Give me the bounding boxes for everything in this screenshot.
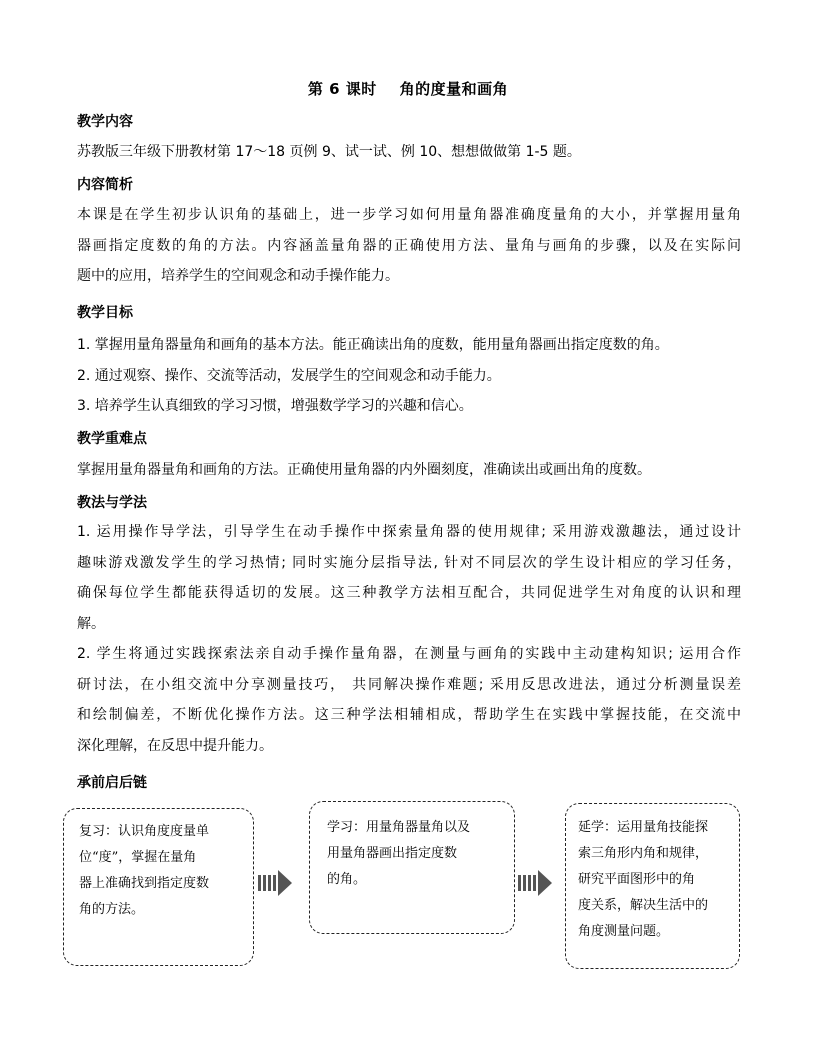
section-body-key-points: [77, 455, 741, 486]
flow-text-line: 角度测量问题。: [578, 924, 670, 939]
section-heading-methods: 教法与学法: [77, 495, 147, 511]
section-heading-goals: 教学目标: [77, 305, 133, 321]
text-line: 趣味游戏激发学生的学习热情; 同时实施分层指导法, 针对不同层次的学生设计相应的学习任务，: [77, 554, 741, 571]
text-line: 3. 培养学生认真细致的学习习惯，增强数学学习的兴趣和信心。: [77, 398, 473, 414]
text-line: 题中的应用，培养学生的空间观念和动手操作能力。: [77, 268, 399, 284]
flow-text-line: 学习：用量角器量角以及: [327, 820, 471, 835]
text-line: 本课是在学生初步认识角的基础上，进一步学习如何用量角器准确度量角的大小，并掌握用量角: [77, 207, 741, 223]
flow-text-line: 复习：认识角度度量单: [79, 824, 210, 839]
section-heading-analysis: 内容简析: [77, 177, 133, 193]
flow-text-line: 延学：运用量角技能探: [578, 820, 709, 835]
flow-text-line: 角的方法。: [79, 902, 145, 917]
flow-text-line: 索三角形内角和规律，: [578, 846, 709, 861]
flow-box-learn: [309, 801, 515, 934]
flow-box-extend: [565, 803, 740, 969]
text-line: 2. 通过观察、操作、交流等活动，发展学生的空间观念和动手能力。: [77, 367, 501, 384]
section-body-content: [77, 137, 741, 168]
section-heading-content: 教学内容: [77, 114, 133, 130]
flow-text-line: 度关系，解决生活中的: [578, 898, 709, 913]
flow-text-line: 器上准确找到指定度数: [79, 876, 210, 891]
text-line: 和绘制偏差，不断优化操作方法。这三种学法相辅相成，帮助学生在实践中掌握技能，在交流中: [77, 707, 741, 723]
flow-text-line: 研究平面图形中的角: [578, 872, 696, 887]
text-line: 确保每位学生都能获得适切的发展。这三种教学方法相互配合，共同促进学生对角度的认识和理: [77, 585, 741, 601]
section-body-methods: [77, 517, 741, 761]
right-arrow-icon: [518, 870, 554, 896]
flow-text-line: 用量角器画出指定度数: [327, 846, 458, 861]
section-heading-chain: 承前启后链: [77, 775, 147, 791]
text-line: 解。: [77, 615, 105, 632]
section-body-goals: [77, 330, 741, 422]
flow-box-review: [63, 808, 254, 966]
text-line: 2. 学生将通过实践探索法亲自动手操作量角器，在测量与画角的实践中主动建构知识; 运用合作: [77, 646, 741, 662]
flow-text-line: 的角。: [327, 872, 367, 887]
page-title: 第 6 课时 角的度量和画角: [307, 80, 509, 98]
text-line: 1. 掌握用量角器量角和画角的基本方法。能正确读出角的度数，能用量角器画出指定度数的角。: [77, 337, 669, 353]
section-heading-key-points: 教学重难点: [77, 431, 147, 447]
text-line: 研讨法，在小组交流中分享测量技巧， 共同解决操作难题; 采用反思改进法，通过分析测量误差: [77, 676, 741, 693]
text-line: 掌握用量角器量角和画角的方法。正确使用量角器的内外圈刻度，准确读出或画出角的度数。: [77, 462, 651, 478]
right-arrow-icon: [258, 870, 294, 896]
flow-text-line: 位“度”，掌握在量角: [79, 850, 197, 865]
section-body-analysis: [77, 200, 741, 292]
text-line: 1. 运用操作导学法，引导学生在动手操作中探索量角器的使用规律; 采用游戏激趣法，通过设计: [77, 524, 741, 540]
text-line: 器画指定度数的角的方法。内容涵盖量角器的正确使用方法、量角与画角的步骤，以及在实际问: [77, 237, 741, 254]
text-line: 苏教版三年级下册教材第 17～18 页例 9、试一试、例 10、想想做做第 1-5 题。: [77, 144, 581, 160]
text-line: 深化理解，在反思中提升能力。: [77, 737, 273, 754]
